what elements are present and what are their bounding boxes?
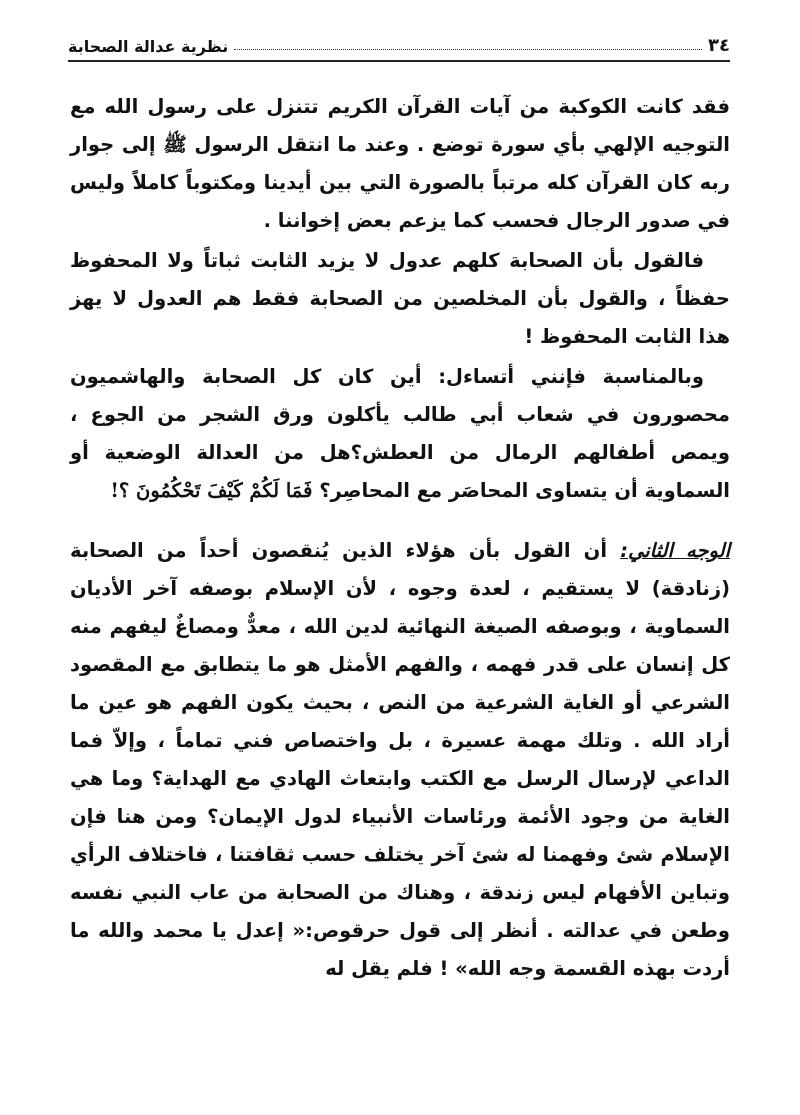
section-2-text: أن القول بأن هؤلاء الذين يُنقصون أحداً من الصحابة (زنادقة) لا يستقيم ، لعدة وجوه ، لأن الإسلام بوصفه آخر الأديان السماوية ، وبوصفه الصيغة النهائية لدين الله ، معدٌّ ومصاغٌ ليفهم منه كل إنسان على قدر فهمه ، والفهم الأمثل هو ما يتطابق مع المقصود الشرعي أو الغاية الشرعية من النص ، بحيث يكون الفهم هو عين ما أراد الله . وتلك مهمة عسيرة ، بل واختصاص فني تماماً ، وإلاّ فما الداعي لإرسال الرسل مع الكتب وابتعاث الهادي مع الهداية؟ وما هي الغاية من وجود الأئمة ورئاسات الأنبياء لدول الإيمان؟ ومن هنا فإن الإسلام شئ وفهمنا له شئ آخر يختلف حسب ثقافتنا ، فاختلاف الرأي وتباين الأفهام ليس زندقة ، وهناك من الصحابة من عاب النبي نفسه وطعن في عدالته . أنظر إلى قول حرقوص:« إعدل يا محمد والله ما أردت بهذه القسمة وجه الله» ! فلم يقل له [70,539,730,980]
section-2-label: الوجه الثاني: [620,539,730,562]
paragraph-1: فقد كانت الكوكبة من آيات القرآن الكريم تتنزل على رسول الله مع التوجيه الإلهي بأي سورة توضع . وعند ما انتقل الرسول ﷺ إلى جوار ربه كان القرآن كله مرتباً بالصورة التي بين أيدينا ومكتوباً كاملاً وليس في صدور الرجال فحسب كما يزعم بعض إخواننا . [70,95,730,232]
quran-verse: فَمَا لَكُمْ كَيْفَ تَحْكُمُونَ ؟! [110,479,313,502]
page-header [68,28,730,62]
header-dot-leader [234,33,702,50]
header-rule [68,60,730,62]
running-title: نظرية عدالة الصحابة [68,37,229,56]
paragraph-3 [70,358,730,510]
page-number: ٣٤ [708,35,730,56]
paragraph-3-text: وبالمناسبة فإنني أتساءل: أين كان كل الصحابة والهاشميون محصورون في شعاب أبي طالب يأكلون ورق الشجر من الجوع ، ويمص أطفالهم الرمال من العطش؟هل من العدالة الوضعية أو السماوية أن يتساوى المحاصَر مع المحاصِر؟ [70,365,730,502]
body-text [70,88,730,988]
section-2-paragraph [70,532,730,988]
paragraph-2: فالقول بأن الصحابة كلهم عدول لا يزيد الثابت ثباتاً ولا المحفوظ حفظاً ، والقول بأن المخلصين من الصحابة فقط هم العدول لا يهز هذا الثابت المحفوظ ! [70,249,730,348]
